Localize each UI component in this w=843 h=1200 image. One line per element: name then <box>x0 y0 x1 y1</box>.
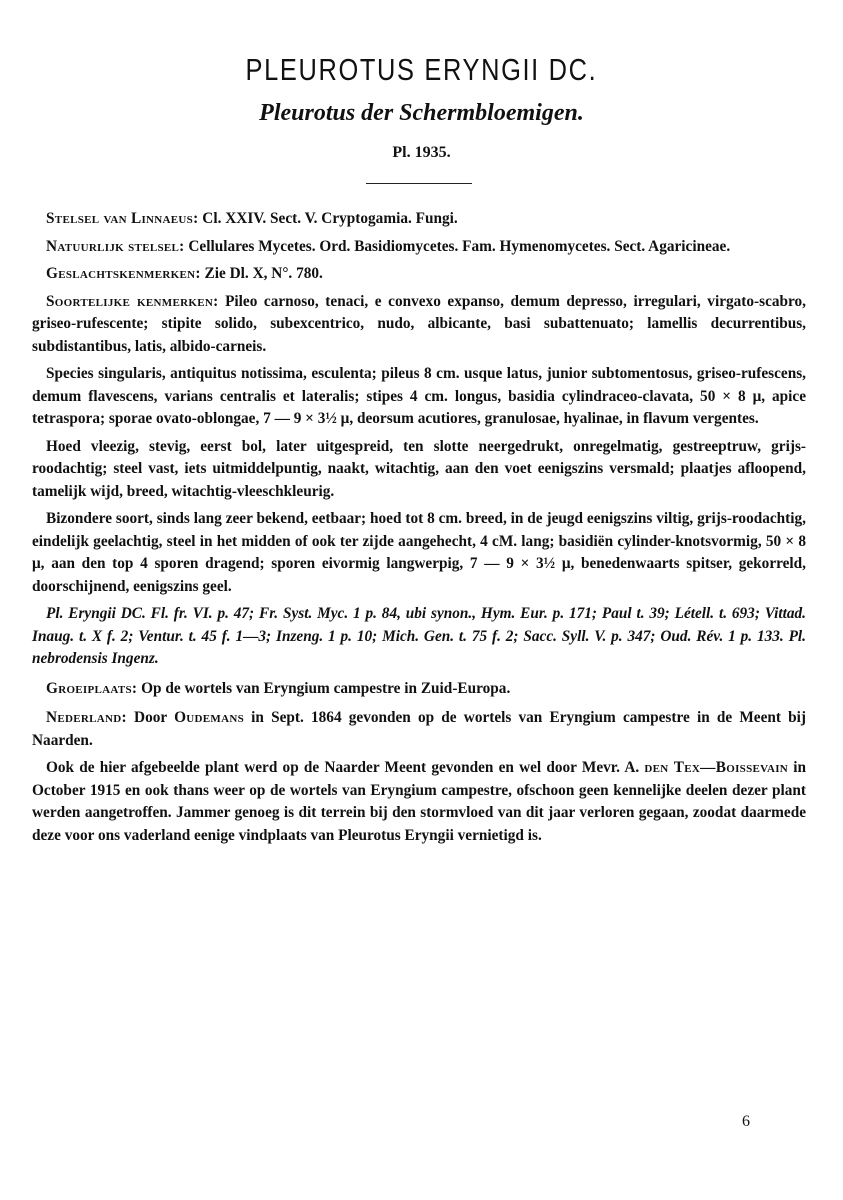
page-number: 6 <box>742 1113 750 1130</box>
page-subtitle: Pleurotus der Schermbloemigen. <box>259 100 584 126</box>
habitat-text: Op de wortels van Eryngium campestre in Zuid-Europa. <box>137 679 511 697</box>
plate-number: Pl. 1935. <box>392 144 451 161</box>
species-label: Soortelijke kenmerken: <box>46 292 219 310</box>
netherlands-paragraph <box>32 707 806 752</box>
linnaeus-text: Cl. XXIV. Sect. V. Cryptogamia. Fungi. <box>198 210 458 227</box>
genus-paragraph <box>32 263 806 286</box>
habitat-paragraph <box>32 678 806 701</box>
collection-paragraph <box>32 757 806 847</box>
netherlands-text-2: in Sept. 1864 gevonden op de wortels van Eryngium campestre in de Meent bij Naarden. <box>32 709 806 749</box>
natural-system-paragraph <box>32 236 806 259</box>
linnaeus-paragraph <box>32 208 806 231</box>
netherlands-label: Nederland: <box>46 709 127 726</box>
natural-system-text: Cellulares Mycetes. Ord. Basidiomycetes. Fam. Hymenomycetes. Sect. Agaricineae. <box>184 237 731 255</box>
dutch-notes-paragraph: Bizondere soort, sinds lang zeer bekend, eetbaar; hoed tot 8 cm. breed, in de jeugd eenigszins viltig, grijs-roodachtig, eindelijk geelachtig, steel in het midden of ook ter zijde aangehecht, 4 cM. lang; basidiën cylinder-knotsvormig, 50 × 8 μ, aan den top 4 sporen dragend; sporen eivormig langwerpig, 7 — 9 × 3½ μ, benedenwaarts spitser, gekorreld, doorschijnend, eenigszins geel. <box>32 510 806 595</box>
latin-notes-paragraph: Species singularis, antiquitus notissima, esculenta; pileus 8 cm. usque latus, junior subtomentosus, griseo-rufescens, demum flavescens, varians centralis et lateralis; stipes 4 cm. longus, basidia cylindraceo-clavata, 50 × 8 μ, apice tetraspora; sporae ovato-oblongae, 7 — 9 × 3½ μ, deorsum acutiores, granulosae, hyalinae, in flavum vergentes. <box>32 365 806 427</box>
netherlands-text-1: Door <box>126 709 175 726</box>
natural-system-label: Natuurlijk stelsel: <box>46 237 185 255</box>
collection-text-1: Ook de hier afgebeelde plant werd op de Naarder Meent gevonden en wel door Mevr. A. <box>46 759 645 776</box>
dutch-diagnosis-paragraph: Hoed vleezig, stevig, eerst bol, later uitgespreid, ten slotte neergedrukt, onregelmatig, gestreeptruw, grijs-roodachtig; steel vast, iets uitmiddelpuntig, naakt, witachtig, aan den voet eenigszins versmald; plaatjes afloopend, tamelijk wijd, breed, witachtig-vleeschkleurig. <box>32 437 806 500</box>
genus-text: Zie Dl. X, N°. 780. <box>200 265 323 282</box>
habitat-label: Groeiplaats: <box>46 679 138 697</box>
latin-diagnosis: Pileo carnoso, tenaci, e convexo expanso, demum depresso, irregulari, virgato-scabro, griseo-rufescente; stipite solido, subexcentrico, nudo, albicante, basi subattenuato; lamellis decurrentibus, subdistantibus, latis, albido-carneis. <box>32 292 806 355</box>
collector-name-den-tex-boissevain: den Tex—Boissevain <box>644 759 789 776</box>
genus-label: Geslachtskenmerken: <box>46 265 201 282</box>
references-paragraph: Pl. Eryngii DC. Fl. fr. VI. p. 47; Fr. Syst. Myc. 1 p. 84, ubi synon., Hym. Eur. p. 171; Paul t. 39; Létell. t. 693; Vittad. Inaug. t. X f. 2; Ventur. t. 45 f. 1—3; Inzeng. 1 p. 10; Mich. Gen. t. 75 f. 2; Sacc. Syll. V. p. 347; Oud. Rév. 1 p. 133. Pl. nebrodensis Ingenz. <box>32 605 806 667</box>
collection-text-2: in October 1915 en ook thans weer op de wortels van Eryngium campestre, ofschoon geen kennelijke deelen dezer plant werden aangetroffen. Jammer genoeg is dit terrein bij den stormvloed van dit jaar verloren gegaan, zoodat daarmede deze voor ons vaderland eenige vindplaats van Pleurotus Eryngii vernietigd is. <box>32 759 806 844</box>
linnaeus-label: Stelsel van Linnaeus: <box>46 210 199 227</box>
collector-name-oudemans: Oudemans <box>174 709 244 726</box>
document-body <box>32 208 806 852</box>
title-divider <box>366 183 472 184</box>
page-title: PLEUROTUS ERYNGII DC. <box>245 52 598 87</box>
species-paragraph <box>32 291 806 359</box>
